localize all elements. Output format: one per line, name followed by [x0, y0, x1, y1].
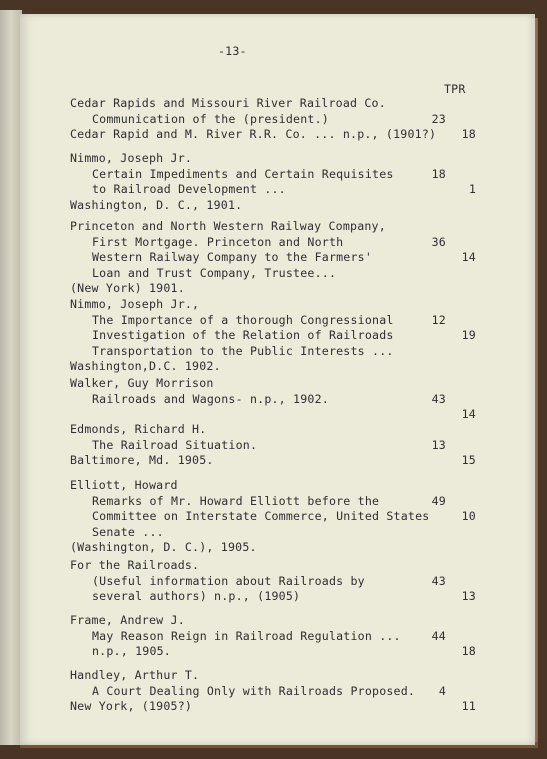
entry — [70, 219, 420, 297]
entry-line: (New York) 1901. — [70, 281, 185, 295]
entry-title: For the Railroads. — [70, 558, 200, 572]
entry-numbers — [424, 219, 494, 281]
entry-line: Remarks of Mr. Howard Elliott before the — [92, 493, 380, 508]
num-a: 43 — [431, 573, 446, 588]
num-a: 44 — [431, 628, 446, 643]
num-a: 49 — [431, 493, 446, 508]
num-b: 14 — [461, 250, 476, 264]
entry-title: Walker, Guy Morrison — [70, 376, 214, 390]
entry-line: n.p., 1905. — [92, 644, 171, 658]
entry-line: Communication of the (president.) — [92, 111, 329, 126]
num-b: 1 — [468, 182, 476, 196]
entry-line: New York, (1905?) — [70, 699, 193, 713]
entry — [70, 558, 420, 605]
entry-numbers — [424, 668, 494, 730]
entry-line: A Court Dealing Only with Railroads Proposed. — [92, 683, 416, 698]
num-b: 11 — [461, 699, 476, 713]
entry-numbers — [424, 96, 494, 158]
page-number: -13- — [218, 44, 247, 58]
entry-numbers — [424, 558, 494, 620]
entry-numbers — [424, 478, 494, 540]
entry-line: Baltimore, Md. 1905. — [70, 453, 214, 467]
column-header-tpr: TPR — [444, 82, 466, 96]
entry-line: Cedar Rapid and M. River R.R. Co. ... n.p., (1901?) — [70, 127, 437, 141]
entry-title: Cedar Rapids and Missouri River Railroad Co. — [70, 96, 386, 110]
entry-line: First Mortgage. Princeton and North — [92, 234, 344, 249]
num-b: 19 — [461, 328, 476, 342]
entry-numbers — [424, 422, 494, 484]
entry — [70, 613, 420, 660]
entry-title: Edmonds, Richard H. — [70, 422, 207, 436]
num-b: 15 — [461, 453, 476, 467]
entry-numbers — [424, 297, 494, 359]
entry-title: Princeton and North Western Railway Company, — [70, 219, 386, 233]
entry-line: Railroads and Wagons- n.p., 1902. — [92, 391, 329, 406]
previous-page-edge — [0, 10, 22, 745]
entry-line: The Railroad Situation. — [92, 437, 258, 452]
entry-line: Western Railway Company to the Farmers' — [92, 250, 373, 264]
entry-numbers — [424, 613, 494, 675]
entry — [70, 297, 420, 375]
num-b: 14 — [461, 407, 476, 421]
num-a: 12 — [431, 312, 446, 327]
entry-line: Transportation to the Public Interests ... — [92, 343, 394, 358]
entry-title: Nimmo, Joseph Jr. — [70, 151, 193, 165]
entry-line: (Useful information about Railroads by — [92, 573, 365, 588]
entry-title: Frame, Andrew J. — [70, 613, 185, 627]
entry-line: to Railroad Development ... — [92, 182, 286, 196]
entry-line: (Washington, D. C.), 1905. — [70, 540, 257, 554]
num-a: 36 — [431, 234, 446, 249]
num-a: 13 — [431, 437, 446, 452]
num-b: 13 — [461, 589, 476, 603]
num-a: 23 — [431, 111, 446, 126]
num-b: 10 — [461, 509, 476, 523]
entry — [70, 478, 430, 556]
entry-line: Senate ... — [92, 524, 164, 539]
entry-line: Committee on Interstate Commerce, United States — [92, 509, 430, 523]
entry-title: Handley, Arthur T. — [70, 668, 200, 682]
num-a: 43 — [431, 391, 446, 406]
entry-line: several authors) n.p., (1905) — [92, 589, 301, 603]
num-a: 4 — [438, 683, 446, 698]
entry — [70, 668, 420, 715]
num-a: 18 — [431, 166, 446, 181]
num-b: 18 — [461, 127, 476, 141]
entry-line: Washington, D. C., 1901. — [70, 197, 243, 212]
entry — [70, 96, 437, 143]
entry-line: Certain Impediments and Certain Requisites — [92, 166, 394, 181]
num-b: 18 — [461, 644, 476, 658]
entry — [70, 151, 420, 213]
entry-line: Washington,D.C. 1902. — [70, 359, 221, 373]
entry-title: Elliott, Howard — [70, 478, 178, 492]
entry — [70, 422, 420, 469]
entry — [70, 376, 420, 407]
entry-line: Loan and Trust Company, Trustee... — [92, 265, 337, 280]
entry-line: The Importance of a thorough Congressional — [92, 312, 394, 327]
entry-line: May Reason Reign in Railroad Regulation ... — [92, 628, 401, 643]
entry-line: Investigation of the Relation of Railroads — [92, 328, 394, 342]
entry-title: Nimmo, Joseph Jr., — [70, 297, 200, 311]
entry-numbers — [424, 151, 494, 213]
